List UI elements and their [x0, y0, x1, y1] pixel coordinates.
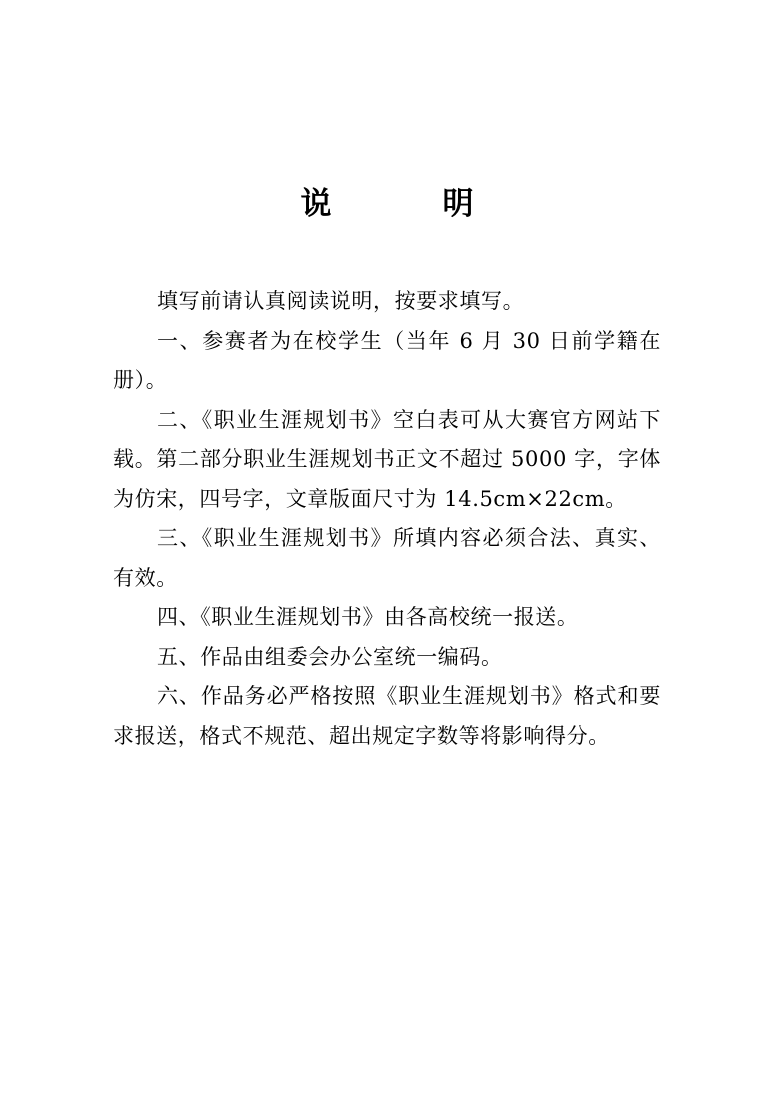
rule-3-paragraph: 三、《职业生涯规划书》所填内容必须合法、真实、有效。: [113, 526, 661, 590]
rule-1-paragraph: 一、参赛者为在校学生（当年 6 月 30 日前学籍在册）。: [113, 328, 661, 392]
rule-2-paragraph: 二、《职业生涯规划书》空白表可从大赛官方网站下载。第二部分职业生涯规划书正文不超过 5000 字，字体为仿宋，四号字，文章版面尺寸为 14.5cm×22cm。: [113, 407, 661, 511]
intro-paragraph: 填写前请认真阅读说明，按要求填写。: [157, 289, 525, 313]
instructions-body: [113, 282, 661, 756]
rule-5-paragraph: 五、作品由组委会办公室统一编码。: [157, 644, 503, 669]
rule-4-paragraph: 四、《职业生涯规划书》由各高校统一报送。: [157, 605, 579, 629]
rule-6-paragraph: 六、作品务必严格按照《职业生涯规划书》格式和要求报送，格式不规范、超出规定字数等将影响得分。: [113, 684, 661, 748]
page-title: 说 明: [300, 186, 514, 222]
